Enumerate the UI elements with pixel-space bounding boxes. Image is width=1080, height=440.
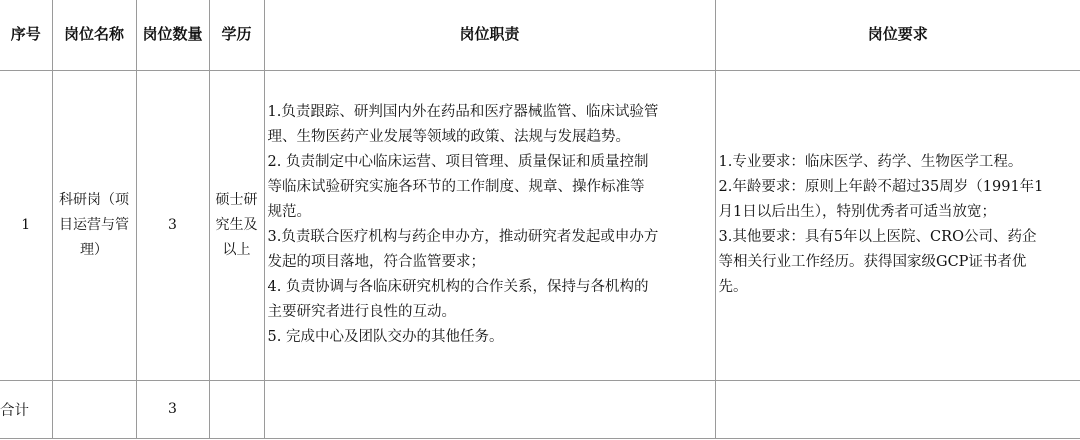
duty-line: 等临床试验研究实施各环节的工作制度、规章、操作标准等: [267, 179, 645, 195]
duty-line: 4. 负责协调与各临床研究机构的合作关系，保持与各机构的: [267, 279, 649, 295]
cell-duties: [264, 70, 715, 380]
requirement-line: 月1日以后出生），特别优秀者可适当放宽；: [718, 204, 996, 220]
cell-seq: 1: [0, 70, 52, 380]
duty-line: 理、生物医药产业发展等领域的政策、法规与发展趋势。: [267, 129, 630, 145]
duty-line: 主要研究者进行良性的互动。: [267, 304, 456, 320]
header-duties: 岗位职责: [264, 0, 715, 70]
total-headcount: 3: [136, 380, 209, 438]
duty-line: 发起的项目落地，符合监管要求；: [267, 254, 485, 270]
duty-line: 5. 完成中心及团队交办的其他任务。: [267, 329, 504, 345]
header-education: 学历: [209, 0, 264, 70]
header-requirements: 岗位要求: [715, 0, 1080, 70]
total-label: 合计: [0, 380, 52, 438]
total-row: [0, 380, 1080, 438]
cell-requirements: [715, 70, 1080, 380]
total-empty-cell: [715, 380, 1080, 438]
requirement-line: 3.其他要求：具有5年以上医院、CRO公司、药企: [718, 229, 1037, 245]
requirement-line: 2.年龄要求：原则上年龄不超过35周岁（1991年1: [718, 179, 1044, 195]
cell-headcount: 3: [136, 70, 209, 380]
cell-position-name: 科研岗（项目运营与管理）: [52, 70, 136, 380]
duty-line: 3.负责联合医疗机构与药企申办方，推动研究者发起或申办方: [267, 229, 659, 245]
requirement-line: 先。: [718, 279, 748, 295]
table-header-row: [0, 0, 1080, 70]
requirement-line: 等相关行业工作经历。获得国家级GCP证书者优: [718, 254, 1027, 270]
duty-line: 1.负责跟踪、研判国内外在药品和医疗器械监管、临床试验管: [267, 104, 659, 120]
header-headcount: 岗位数量: [136, 0, 209, 70]
total-empty-cell: [52, 380, 136, 438]
duty-line: 规范。: [267, 204, 311, 220]
cell-education: 硕士研究生及以上: [209, 70, 264, 380]
table-row: [0, 70, 1080, 380]
requirement-line: 1.专业要求：临床医学、药学、生物医学工程。: [718, 154, 1023, 170]
duty-line: 2. 负责制定中心临床运营、项目管理、质量保证和质量控制: [267, 154, 649, 170]
header-seq: 序号: [0, 0, 52, 70]
total-empty-cell: [209, 380, 264, 438]
header-position-name: 岗位名称: [52, 0, 136, 70]
total-empty-cell: [264, 380, 715, 438]
